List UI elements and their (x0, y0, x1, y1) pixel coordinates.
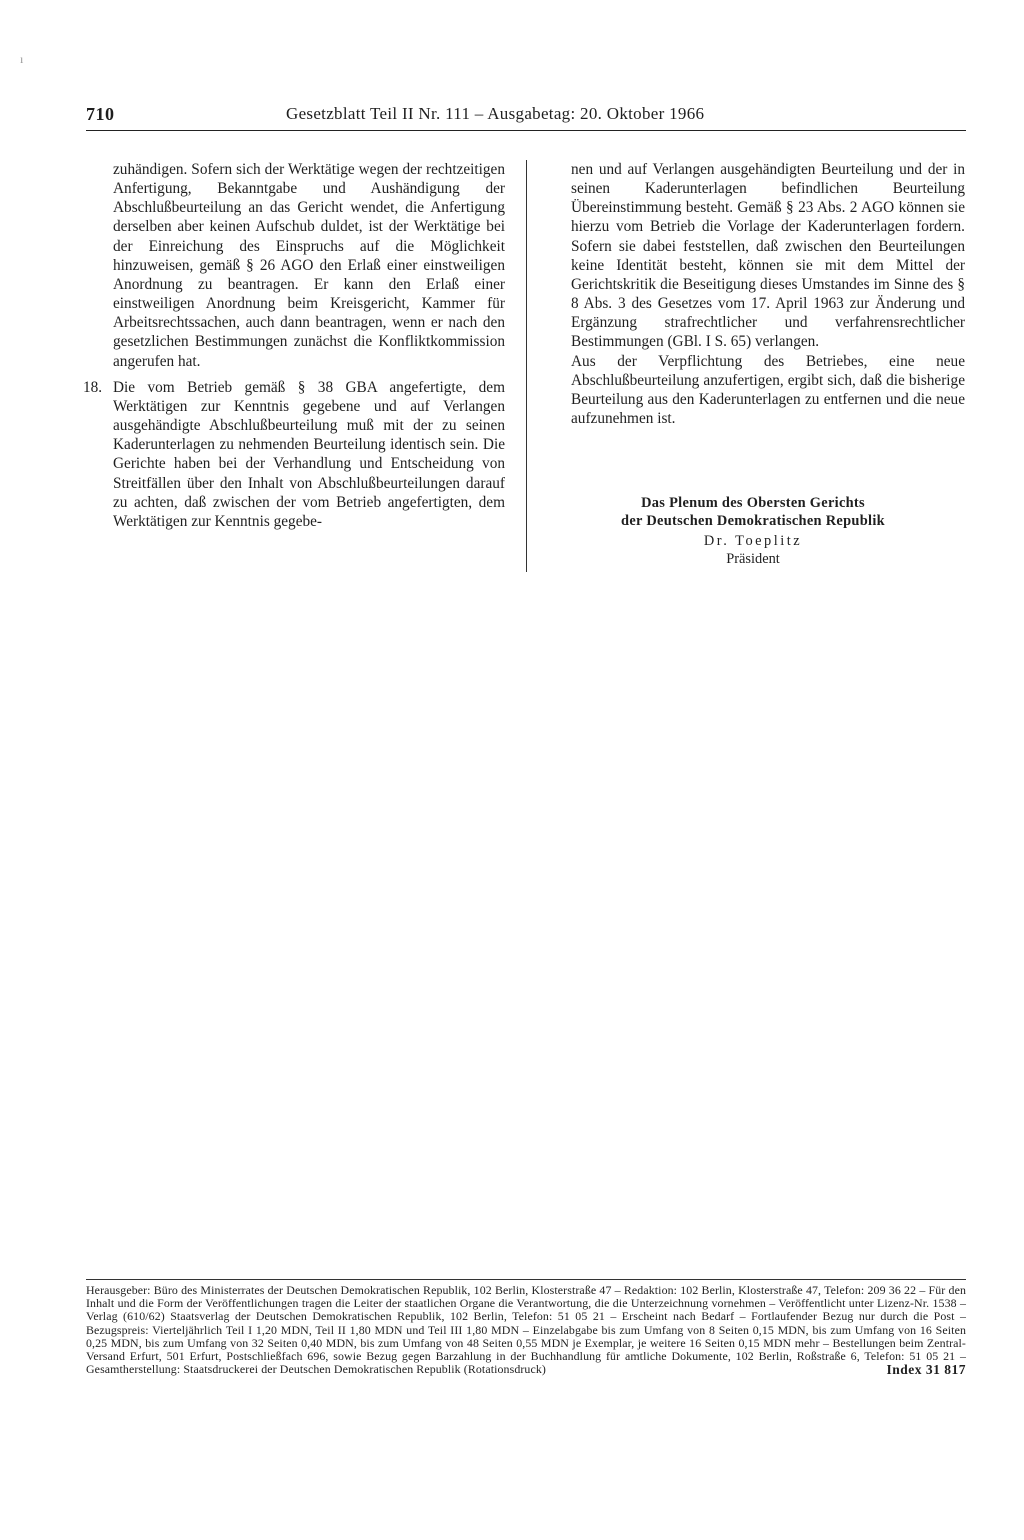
index-number: Index 31 817 (886, 1362, 966, 1378)
right-column (571, 160, 965, 428)
signature-line-1: Das Plenum des Obersten Gerichts (641, 495, 865, 511)
item-text: Die vom Betrieb gemäß § 38 GBA angefertigte, dem Werktätigen zur Kenntnis gegebene und auf Verlangen ausgehändigte Abschlußbeurteilung muß mit der zu seinen Kaderunterlagen zu nehmenden Beurteilung identisch sein. Die Gerichte haben bei der Verhandlung und Entscheidung von Streitfällen über den Inhalt von Abschlußbeurteilungen darauf zu achten, daß zwischen der vom Betrieb angefertigten, dem Werktätigen zur Kenntnis gegebe- (113, 378, 505, 530)
left-column (83, 160, 505, 531)
header-title: Gesetzblatt Teil II Nr. 111 – Ausgabetag: 20. Oktober 1966 (286, 104, 705, 123)
page-number: 710 (86, 104, 115, 124)
scan-mark: ı (20, 52, 24, 66)
paragraph-continuation: zuhändigen. Sofern sich der Werktätige wegen der rechtzeitigen Anfertigung, Bekanntgabe und Aushändigung der Abschlußbeurteilung an das Gericht wendet, die Anfertigung derselben aber keinen Aufschub duldet, ist der Werktätige bei der Einreichung des Einspruchs auf die Möglichkeit hinzuweisen, gemäß § 26 AGO den Erlaß einer einstweiligen Anordnung zu beantragen. Er kann den Erlaß einer einstweiligen Anordnung beim Kreisgericht, Kammer für Arbeitsrechtssachen, auch dann beantragen, wenn er nach den gesetzlichen Bestimmungen zunächst die Konfliktkommission angerufen hat. (113, 161, 505, 370)
imprint-text: Herausgeber: Büro des Ministerrates der Deutschen Demokratischen Republik, 102 Berlin, Klosterstraße 47 – Redaktion: 102 Berlin, Klosterstraße 47, Telefon: 209 36 22 – Für den Inhalt und die Form der Veröffentlichungen tragen die Leiter der staatlichen Organe die Verantwortung, die die Unterzeichnung vornehmen – Veröffentlicht unter Lizenz-Nr. 1538 – Verlag (610/62) Staatsverlag der Deutschen Demokratischen Republik, 102 Berlin, Telefon: 51 05 21 – Erscheint nach Bedarf – Fortlaufender Bezug nur durch die Post – Bezugspreis: Vierteljährlich Teil I 1,20 MDN, Teil II 1,80 MDN und Teil III 1,80 MDN – Einzelabgabe bis zum Umfang von 8 Seiten 0,15 MDN, bis zum Umfang von 16 Seiten 0,25 MDN, bis zum Umfang von 32 Seiten 0,40 MDN, bis zum Umfang von 48 Seiten 0,55 MDN je Exemplar, je weitere 16 Seiten 0,15 MDN mehr – Bestellungen beim Zentral-Versand Erfurt, 501 Erfurt, Postschließfach 696, sowie Bezug gegen Barzahlung in der Buchhandlung für amtliche Dokumente, 102 Berlin, Roßstraße 6, Telefon: 51 05 21 – Gesamtherstellung: Staatsdruckerei der Deutschen Demokratischen Republik (Rotationsdruck) (86, 1283, 966, 1377)
imprint-footer (86, 1279, 966, 1376)
page-header (86, 100, 966, 131)
signatory-name: Dr. Toeplitz (703, 533, 803, 549)
item-number: 18. (83, 378, 103, 396)
signature-block (571, 494, 935, 568)
paragraph-2: Aus der Verpflichtung des Betriebes, eine neue Abschlußbeurteilung anzufertigen, ergibt sich, daß die bisherige Beurteilung aus den Kaderunterlagen zu entfernen und die neue aufzunehmen ist. (571, 352, 965, 428)
numbered-item-18 (83, 378, 505, 531)
signatory-role: Präsident (726, 551, 780, 567)
column-divider (526, 160, 527, 572)
paragraph-1: nen und auf Verlangen ausgehändigten Beurteilung und der in seinen Kaderunterlagen befindlichen Beurteilung Übereinstimmung besteht. Gemäß § 23 Abs. 2 AGO können sie hierzu vom Betrieb die Vorlage der Kaderunterlagen fordern. Sofern sie dabei feststellen, daß zwischen den Beurteilungen keine Identität besteht, können sie mit dem Mittel der Gerichtskritik die Beseitigung dieses Umstandes im Sinne des § 8 Abs. 3 des Gesetzes vom 17. April 1963 zur Änderung und Ergänzung strafrechtlicher und verfahrensrechtlicher Bestimmungen (GBl. I S. 65) verlangen. (571, 161, 965, 351)
signature-line-2: der Deutschen Demokratischen Republik (621, 513, 885, 529)
